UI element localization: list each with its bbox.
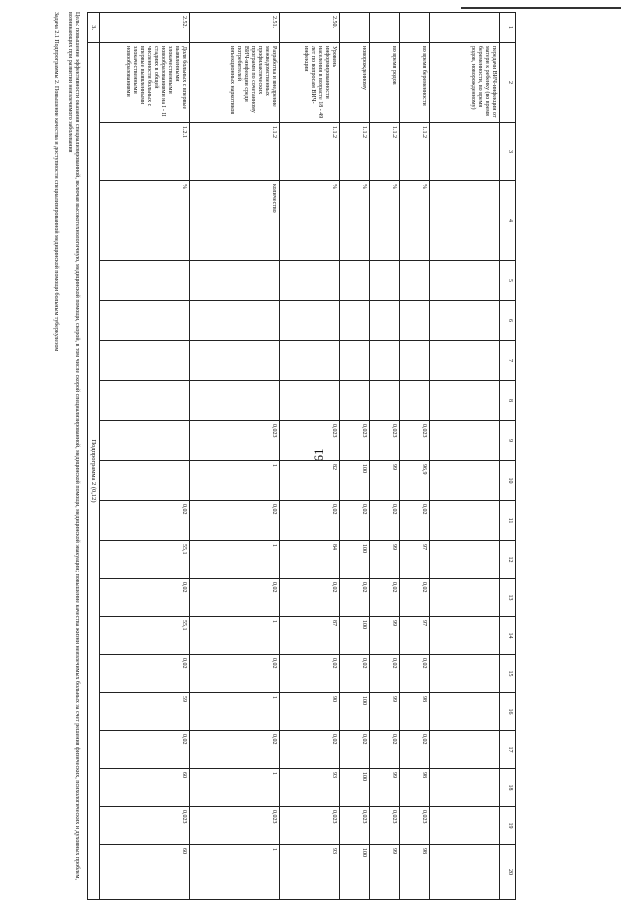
- indicator-table: [87, 12, 516, 900]
- cell-col-20: 1: [190, 845, 280, 900]
- column-number-10: 10: [500, 461, 516, 501]
- column-number-18: 18: [500, 769, 516, 807]
- cell-col-16: 1: [190, 693, 280, 731]
- cell-col-12: 97: [400, 541, 430, 579]
- cell-col-1: 2.50.: [280, 13, 340, 43]
- cell-col-13: 0,02: [400, 579, 430, 617]
- cell-col-10: 1: [190, 461, 280, 501]
- cell-col-19: 0,023: [100, 807, 190, 845]
- cell-col-13: [430, 579, 500, 617]
- cell-col-3: 1.1.2: [340, 123, 370, 181]
- cell-col-5: [190, 261, 280, 301]
- cell-col-13: 0,02: [190, 579, 280, 617]
- column-number-6: 6: [500, 301, 516, 341]
- cell-col-9: 0,023: [280, 421, 340, 461]
- cell-col-18: 98: [400, 769, 430, 807]
- cell-col-9: 0,023: [190, 421, 280, 461]
- cell-col-13: 0,02: [280, 579, 340, 617]
- column-number-row: [500, 13, 516, 900]
- cell-col-19: 0,023: [280, 807, 340, 845]
- table-row: [400, 13, 430, 900]
- cell-col-15: [430, 655, 500, 693]
- cell-col-15: 0,02: [190, 655, 280, 693]
- cell-col-10: 99: [370, 461, 400, 501]
- cell-col-3: [430, 123, 500, 181]
- cell-col-12: 100: [340, 541, 370, 579]
- cell-col-17: 0,02: [370, 731, 400, 769]
- cell-col-2: Доля больных с впервые выявленными злокачественными новообразованиями на I - II стадиях в общей численности больных с впервые выявленными злокачественными новообразованиями: [100, 43, 190, 123]
- cell-col-14: [430, 617, 500, 655]
- cell-col-20: 100: [340, 845, 370, 900]
- cell-col-8: [430, 381, 500, 421]
- cell-col-5: [370, 261, 400, 301]
- cell-col-15: 0,02: [340, 655, 370, 693]
- cell-col-4: %: [340, 181, 370, 261]
- column-number-2: 2: [500, 43, 516, 123]
- cell-col-13: 0,02: [100, 579, 190, 617]
- cell-col-12: 55,1: [100, 541, 190, 579]
- cell-col-8: [340, 381, 370, 421]
- cell-col-17: 0,02: [190, 731, 280, 769]
- cell-col-18: 100: [340, 769, 370, 807]
- cell-col-9: [430, 421, 500, 461]
- cell-col-10: [100, 461, 190, 501]
- table-row: [280, 13, 340, 900]
- cell-col-9: 0,023: [340, 421, 370, 461]
- cell-col-10: 100: [340, 461, 370, 501]
- cell-col-4: [430, 181, 500, 261]
- cell-col-7: [370, 341, 400, 381]
- cell-col-11: 0,02: [100, 501, 190, 541]
- cell-col-14: 55,1: [100, 617, 190, 655]
- table-row: [370, 13, 400, 900]
- cell-col-16: 100: [340, 693, 370, 731]
- column-number-14: 14: [500, 617, 516, 655]
- cell-col-11: 0,02: [340, 501, 370, 541]
- cell-col-12: 84: [280, 541, 340, 579]
- cell-col-7: [340, 341, 370, 381]
- cell-col-16: 98: [400, 693, 430, 731]
- cell-col-6: [100, 301, 190, 341]
- cell-col-17: 0,02: [400, 731, 430, 769]
- cell-col-17: 0,02: [340, 731, 370, 769]
- table-row: [100, 13, 190, 900]
- rotated-table-sheet: [53, 12, 516, 897]
- cell-col-11: 0,02: [370, 501, 400, 541]
- column-number-3: 3: [500, 123, 516, 181]
- cell-col-7: [400, 341, 430, 381]
- cell-col-20: 93: [280, 845, 340, 900]
- cell-col-3: 1.1.2: [280, 123, 340, 181]
- subprogram-label: Подпрограмма 2 (0,12): [88, 43, 100, 900]
- cell-col-14: 97: [400, 617, 430, 655]
- cell-col-2: передачи ВИЧ-инфекции от матери к ребенку (во время беременности, во время родов, новорожденному): [430, 43, 500, 123]
- cell-col-19: 0,023: [340, 807, 370, 845]
- cell-col-11: [430, 501, 500, 541]
- column-number-1: 1: [500, 13, 516, 43]
- table-row: [190, 13, 280, 900]
- cell-col-4: %: [280, 181, 340, 261]
- column-number-13: 13: [500, 579, 516, 617]
- cell-col-16: [430, 693, 500, 731]
- column-number-12: 12: [500, 541, 516, 579]
- cell-col-5: [280, 261, 340, 301]
- cell-col-1: 2.52.: [100, 13, 190, 43]
- cell-col-9: 0,023: [370, 421, 400, 461]
- cell-col-5: [400, 261, 430, 301]
- goal-note: Цель: повышение эффективности оказания специализированной, включая высокотехнологичную, медицинской помощи, скорой, в том числе скорой специализированной, медицинской помощи, медицинской эвакуации; повышение качества жизни неизлечимых больных за счет решения физических, психологических и духовных проблем, возникающих при развитии неизлечимого заболевания: [67, 12, 80, 880]
- cell-col-11: 0,02: [400, 501, 430, 541]
- cell-col-17: 0,02: [100, 731, 190, 769]
- cell-col-11: 0,02: [280, 501, 340, 541]
- cell-col-11: 0,02: [190, 501, 280, 541]
- cell-col-3: 1.1.2: [190, 123, 280, 181]
- cell-col-1: [430, 13, 500, 43]
- cell-col-6: [370, 301, 400, 341]
- cell-col-5: [430, 261, 500, 301]
- cell-col-13: 0,02: [370, 579, 400, 617]
- subprogram-number: 3.: [88, 13, 100, 43]
- cell-col-1: [400, 13, 430, 43]
- cell-col-12: 1: [190, 541, 280, 579]
- cell-col-17: [430, 731, 500, 769]
- cell-col-6: [340, 301, 370, 341]
- cell-col-14: 87: [280, 617, 340, 655]
- cell-col-8: [370, 381, 400, 421]
- cell-col-8: [190, 381, 280, 421]
- cell-col-7: [190, 341, 280, 381]
- cell-col-2: новорожденному: [340, 43, 370, 123]
- table-row: [430, 13, 500, 900]
- cell-col-16: 59: [100, 693, 190, 731]
- cell-col-19: 0,023: [400, 807, 430, 845]
- cell-col-1: [370, 13, 400, 43]
- cell-col-19: 0,023: [190, 807, 280, 845]
- column-number-17: 17: [500, 731, 516, 769]
- cell-col-20: [430, 845, 500, 900]
- cell-col-20: 98: [400, 845, 430, 900]
- cell-col-3: 1.2.1: [100, 123, 190, 181]
- cell-col-12: 99: [370, 541, 400, 579]
- cell-col-18: 99: [370, 769, 400, 807]
- cell-col-4: количество: [190, 181, 280, 261]
- cell-col-14: 1: [190, 617, 280, 655]
- cell-col-4: %: [370, 181, 400, 261]
- cell-col-10: [430, 461, 500, 501]
- cell-col-2: во время родов: [370, 43, 400, 123]
- cell-col-8: [100, 381, 190, 421]
- cell-col-8: [400, 381, 430, 421]
- cell-col-4: %: [400, 181, 430, 261]
- column-number-8: 8: [500, 381, 516, 421]
- column-number-4: 4: [500, 181, 516, 261]
- cell-col-15: 0,02: [280, 655, 340, 693]
- task-note: Задача 2.1 Подпрограммы 2. Повышение качества и доступности специализированной медицинской помощи больным туберкулезом: [53, 12, 59, 352]
- cell-col-15: 0,02: [370, 655, 400, 693]
- cell-col-6: [400, 301, 430, 341]
- column-number-15: 15: [500, 655, 516, 693]
- subprogram-row: [88, 13, 100, 900]
- cell-col-20: 60: [100, 845, 190, 900]
- cell-col-6: [190, 301, 280, 341]
- cell-col-2: Разработка и внедрение межведомственных профилактических программ по сочетанному ВИЧ-инфекции среди потребителей инъекционных наркотиков: [190, 43, 280, 123]
- cell-col-7: [100, 341, 190, 381]
- column-number-9: 9: [500, 421, 516, 461]
- column-number-19: 19: [500, 807, 516, 845]
- cell-col-19: [430, 807, 500, 845]
- page-number: 61: [311, 448, 326, 462]
- column-number-7: 7: [500, 341, 516, 381]
- cell-col-3: 1.1.2: [370, 123, 400, 181]
- cell-col-5: [100, 261, 190, 301]
- cell-col-13: 0,02: [340, 579, 370, 617]
- cell-col-6: [280, 301, 340, 341]
- cell-col-8: [280, 381, 340, 421]
- column-number-16: 16: [500, 693, 516, 731]
- column-number-5: 5: [500, 261, 516, 301]
- cell-col-1: 2.51.: [190, 13, 280, 43]
- cell-col-10: 82: [280, 461, 340, 501]
- cell-col-18: 60: [100, 769, 190, 807]
- cell-col-4: %: [100, 181, 190, 261]
- cell-col-18: 1: [190, 769, 280, 807]
- cell-col-14: 100: [340, 617, 370, 655]
- cell-col-2: Уровень информированности населения в возрасте 18 - 49 лет по вопросам ВИЧ-инфекции: [280, 43, 340, 123]
- cell-col-20: 99: [370, 845, 400, 900]
- cell-col-18: [430, 769, 500, 807]
- cell-col-5: [340, 261, 370, 301]
- table-row: [340, 13, 370, 900]
- column-number-20: 20: [500, 845, 516, 900]
- cell-col-9: 0,023: [400, 421, 430, 461]
- cell-col-6: [430, 301, 500, 341]
- cell-col-16: 99: [370, 693, 400, 731]
- column-number-11: 11: [500, 501, 516, 541]
- cell-col-15: 0,02: [100, 655, 190, 693]
- cell-col-18: 93: [280, 769, 340, 807]
- cell-col-7: [280, 341, 340, 381]
- cell-col-3: 1.1.2: [400, 123, 430, 181]
- cell-col-17: 0,02: [280, 731, 340, 769]
- cell-col-7: [430, 341, 500, 381]
- cell-col-12: [430, 541, 500, 579]
- cell-col-9: [100, 421, 190, 461]
- cell-col-16: 90: [280, 693, 340, 731]
- cell-col-1: [340, 13, 370, 43]
- cell-col-10: 96,9: [400, 461, 430, 501]
- cell-col-2: во время беременности: [400, 43, 430, 123]
- cell-col-14: 99: [370, 617, 400, 655]
- cell-col-15: 0,02: [400, 655, 430, 693]
- cell-col-19: 0,023: [370, 807, 400, 845]
